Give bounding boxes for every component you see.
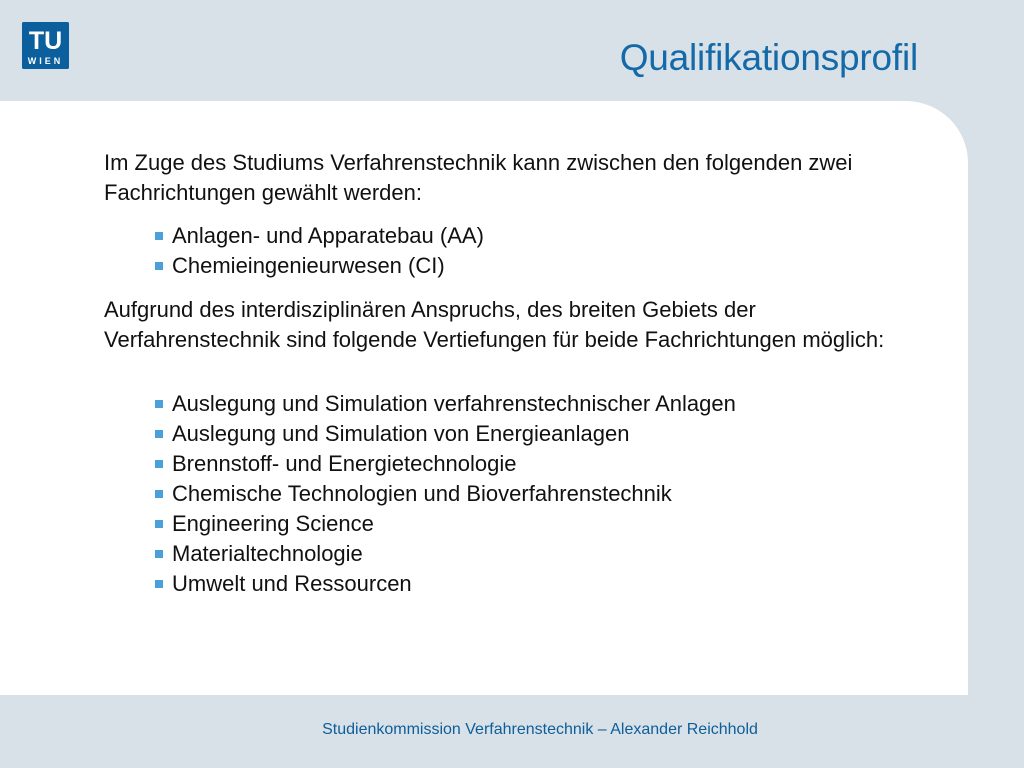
list-item-vertiefung: Brennstoff- und Energietechnologie (152, 449, 924, 479)
list-item-fachrichtung: Anlagen- und Apparatebau (AA) (152, 221, 924, 251)
list-item-vertiefung: Materialtechnologie (152, 539, 924, 569)
logo-bottom-text: WIEN (27, 56, 64, 66)
footer-text: Studienkommission Verfahrenstechnik – Alexander Reichhold (322, 721, 758, 738)
main-content (104, 148, 924, 599)
list-item-vertiefung: Umwelt und Ressourcen (152, 569, 924, 599)
fachrichtungen-list (104, 221, 924, 281)
list-item-fachrichtung: Chemieingenieurwesen (CI) (152, 251, 924, 281)
intro-paragraph: Im Zuge des Studiums Verfahrenstechnik kann zwischen den folgenden zwei Fachrichtungen gewählt werden: (104, 150, 853, 205)
list-item-vertiefung: Engineering Science (152, 509, 924, 539)
list-item-vertiefung: Auslegung und Simulation verfahrenstechnischer Anlagen (152, 389, 924, 419)
vertiefungen-list (104, 389, 924, 599)
logo-top-text: TU (28, 27, 63, 55)
list-item-vertiefung: Chemische Technologien und Bioverfahrenstechnik (152, 479, 924, 509)
tu-wien-logo (22, 22, 69, 69)
vertiefung-intro-paragraph: Aufgrund des interdisziplinären Anspruchs, des breiten Gebiets der Verfahrenstechnik sind folgende Vertiefungen für beide Fachrichtungen möglich: (104, 297, 885, 352)
list-item-vertiefung: Auslegung und Simulation von Energieanlagen (152, 419, 924, 449)
page-title: Qualifikationsprofil (619, 37, 918, 78)
